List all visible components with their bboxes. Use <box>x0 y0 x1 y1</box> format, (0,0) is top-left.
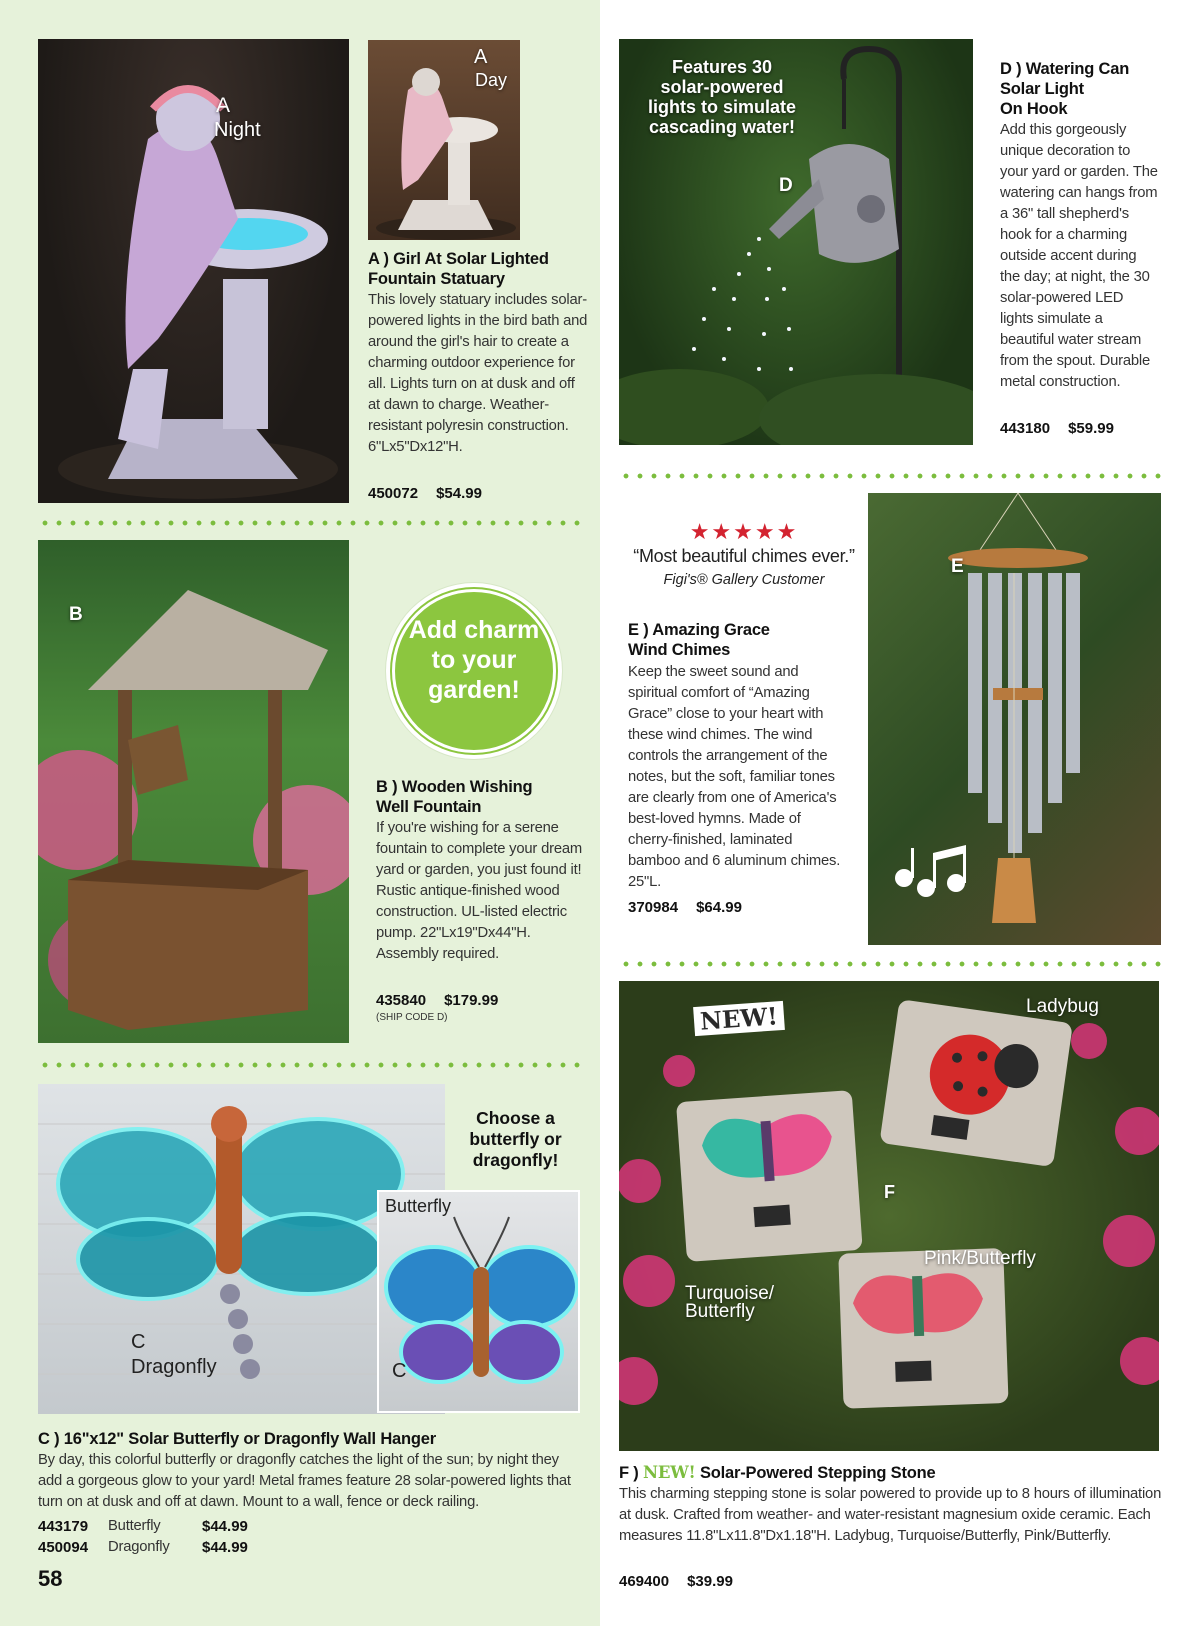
day-photo-caption: Day <box>475 70 508 90</box>
product-a-item-number: 450072 <box>368 485 419 502</box>
product-b-price: $179.99 <box>444 992 499 1009</box>
product-e-title <box>628 620 848 660</box>
badge-line3: garden! <box>428 676 520 704</box>
product-a-price-line <box>368 485 500 502</box>
page-number: 58 <box>38 1566 63 1591</box>
product-a-day-photo <box>368 40 520 240</box>
product-f-photo-letter: F <box>884 1182 895 1202</box>
product-d-price: $59.99 <box>1068 420 1114 437</box>
product-d-item-number: 443180 <box>1000 420 1051 437</box>
product-e-photo <box>868 493 1161 945</box>
rating-stars: ★★★★★ <box>689 519 799 544</box>
new-badge-stamp: NEW! <box>693 1001 785 1036</box>
product-b-photo <box>38 540 349 1043</box>
wind-chimes-illustration <box>868 493 1161 945</box>
callout-line1: Features 30 <box>671 57 773 77</box>
badge-line2: to your <box>431 646 517 674</box>
product-f-title-rest: Solar-Powered Stepping Stone <box>695 1464 936 1482</box>
dotted-divider <box>38 520 586 526</box>
product-e-title-line2: Wind Chimes <box>628 641 731 659</box>
butterfly-photo-caption: Butterfly <box>385 1196 452 1216</box>
product-e-price: $64.99 <box>696 899 742 916</box>
fairy-statue-night-illustration <box>38 39 349 503</box>
choose-callout <box>448 1108 583 1171</box>
pink-butterfly-label: Pink/Butterfly <box>924 1248 1036 1269</box>
product-a-title-line1: A ) Girl At Solar Lighted <box>368 250 549 268</box>
night-photo-caption: Night <box>214 119 261 141</box>
product-a-night-photo <box>38 39 349 503</box>
product-f-title <box>619 1463 1179 1483</box>
ladybug-label: Ladybug <box>1026 996 1099 1017</box>
variant-name: Butterfly <box>108 1518 161 1534</box>
product-f-title-prefix: F ) <box>619 1464 643 1482</box>
product-c-variant-row <box>38 1537 248 1558</box>
butterfly-photo-letter: C <box>392 1360 407 1382</box>
product-b-title-line1: B ) Wooden Wishing <box>376 778 533 796</box>
customer-quote: “Most beautiful chimes ever.” <box>633 546 855 566</box>
turquoise-label <box>685 1285 774 1321</box>
product-e-description: Keep the sweet sound and spiritual comfort of “Amazing Grace” close to your heart with these wind chimes. The wind controls the arrangement of the notes, but the soft, familiar tones are clearly from one of America's best-loved hymns. Made of cherry-finished, laminated bamboo and 6 aluminum chimes. 25"L. <box>628 664 841 890</box>
product-e-price-line <box>628 899 760 916</box>
product-b-title <box>376 777 586 817</box>
dotted-divider <box>619 961 1161 967</box>
choose-callout-line3: dragonfly! <box>472 1150 559 1170</box>
stepping-stones-illustration <box>619 981 1159 1451</box>
choose-callout-line2: butterfly or <box>469 1129 562 1149</box>
turquoise-label-line1: Turquoise/ <box>685 1283 775 1304</box>
callout-line2: solar-powered <box>660 77 784 97</box>
callout-line3: lights to simulate <box>647 97 797 117</box>
wishing-well-illustration <box>38 540 349 1043</box>
night-photo-letter: A <box>216 94 231 117</box>
product-d-price-line <box>1000 420 1132 437</box>
product-d-description: Add this gorgeously unique decoration to your yard or garden. The watering can hangs from a 36" tall shepherd's hook for a charming outside accent during the day; at night, the 30 solar-powered LED lights simulate a beautiful water stream from the spout. Durable metal construction. <box>1000 122 1158 390</box>
dotted-divider <box>38 1062 586 1068</box>
product-c-butterfly-photo <box>377 1190 580 1413</box>
product-f-photo <box>619 981 1159 1451</box>
product-a-description: This lovely statuary includes solar-powered lights in the bird bath and around the girl's hair to create a charming outdoor experience for all. Lights turn on at dusk and off at dawn to charge. Weather-resistant polyresin construction. 6"Lx5"Dx12"H. <box>368 292 588 455</box>
quote-source: Figi's® Gallery Customer <box>663 572 825 588</box>
product-a-title-line2: Fountain Statuary <box>368 270 505 288</box>
variant-item-number: 450094 <box>38 1539 89 1556</box>
product-d-photo <box>619 39 973 445</box>
product-d-title-line1: D ) Watering Can <box>1000 60 1130 78</box>
badge-line1: Add charm <box>408 616 540 644</box>
add-charm-badge <box>386 583 562 759</box>
product-b-title-line2: Well Fountain <box>376 798 482 816</box>
product-b-photo-letter: B <box>69 604 83 625</box>
product-d-photo-callout <box>619 57 825 137</box>
product-e-title-line1: E ) Amazing Grace <box>628 621 770 639</box>
variant-name: Dragonfly <box>108 1539 170 1555</box>
product-c-variant-row <box>38 1516 248 1537</box>
product-f-title-new: NEW! <box>642 1463 696 1482</box>
product-f-item-number: 469400 <box>619 1573 670 1590</box>
product-f-price: $39.99 <box>687 1573 733 1590</box>
product-b-item-number: 435840 <box>376 992 427 1009</box>
variant-price: $44.99 <box>202 1518 248 1535</box>
product-f-price-line <box>619 1573 751 1590</box>
product-d-title-line2: Solar Light <box>1000 80 1084 98</box>
callout-line4: cascading water! <box>648 117 796 137</box>
day-photo-letter: A <box>474 46 488 68</box>
product-d-title <box>1000 59 1180 119</box>
variant-price: $44.99 <box>202 1539 248 1556</box>
product-d-photo-letter: D <box>779 175 793 196</box>
product-e-photo-letter: E <box>951 556 964 577</box>
product-f-description: This charming stepping stone is solar powered to provide up to 8 hours of illumination at dusk. Crafted from weather- and water-resistant magnesium oxide ceramic. Each measures 11.8"Lx11.8"Dx1.18"H. Ladybug, Turquoise/Butterfly, Pink/Butterfly. <box>619 1486 1162 1544</box>
product-c-description: By day, this colorful butterfly or dragonfly catches the light of the sun; by night they add a gorgeous glow to your yard! Metal frames feature 28 solar-powered lights that turn on at dusk and off at dawn. Mount to a wall, fence or deck railing. <box>38 1452 571 1510</box>
butterfly-wall-hanger-illustration <box>379 1192 580 1413</box>
product-c-title: C ) 16"x12" Solar Butterfly or Dragonfly Wall Hanger <box>38 1430 436 1448</box>
dotted-divider <box>619 473 1161 479</box>
product-a-price: $54.99 <box>436 485 482 502</box>
variant-item-number: 443179 <box>38 1518 89 1535</box>
product-c-variant-list <box>38 1516 248 1558</box>
product-b-description: If you're wishing for a serene fountain to complete your dream yard or garden, you just found it! Rustic antique-finished wood construction. UL-listed electric pump. 22"Lx19"Dx44"H. Assembly required. <box>376 820 583 962</box>
product-a-title <box>368 249 588 289</box>
choose-callout-line1: Choose a <box>476 1108 555 1128</box>
product-d-title-line3: On Hook <box>1000 100 1068 118</box>
product-b-ship-code: (SHIP CODE D) <box>376 1012 448 1023</box>
dragonfly-photo-caption: Dragonfly <box>131 1356 217 1378</box>
turquoise-label-line2: Butterfly <box>685 1301 755 1322</box>
product-e-item-number: 370984 <box>628 899 679 916</box>
product-b-price-line <box>376 992 516 1009</box>
dragonfly-photo-letter: C <box>131 1331 146 1353</box>
